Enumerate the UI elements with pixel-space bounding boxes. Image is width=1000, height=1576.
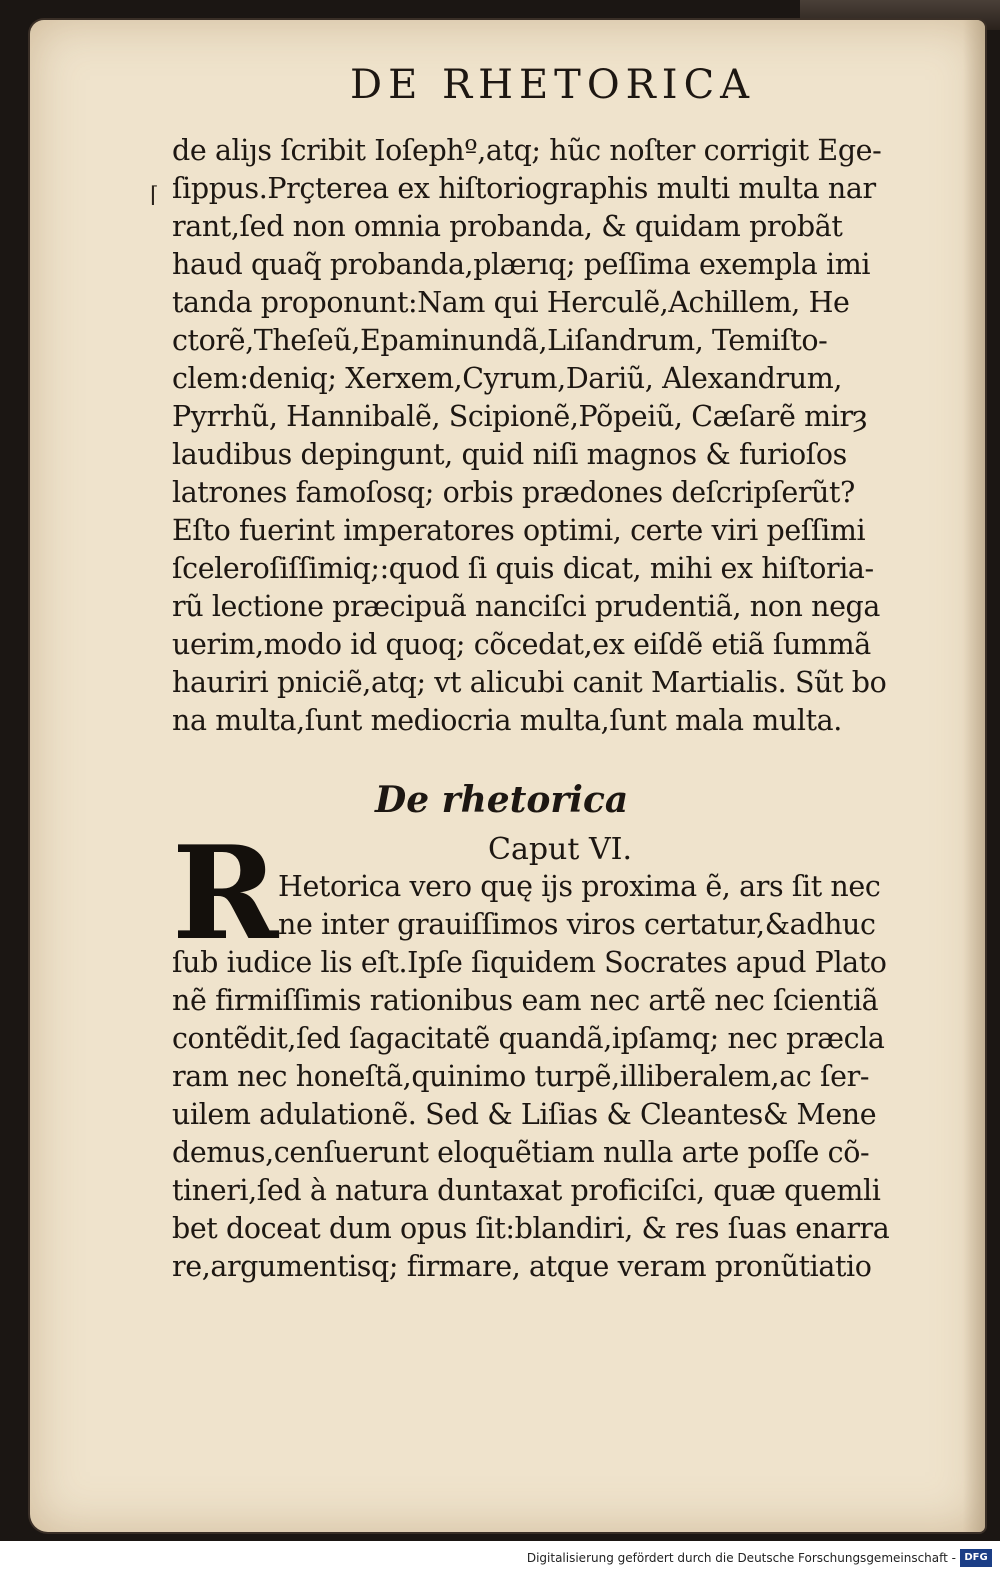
text-line: laudibus depingunt, quid niſi magnos & furioſos	[172, 438, 847, 471]
drop-cap: R	[172, 819, 279, 969]
text-line: re,argumentisq; firmare, atque veram pronũtiatio	[172, 1250, 872, 1283]
section-heading: De rhetorica	[375, 779, 629, 821]
text-line: ſceleroſiſſimiq;:quod ſi quis dicat, mihi ex hiſtoria-	[172, 552, 874, 585]
marginal-mark: ⌈	[150, 183, 159, 208]
text-line: ſippus.Prçterea ex hiſtoriographis multi multa nar	[172, 172, 876, 205]
funding-credit: Digitalisierung gefördert durch die Deutsche Forschungsgemeinschaft -	[526, 1551, 956, 1565]
text-line: uerim,modo id quoq; cõcedat,ex eiſdẽ etiã ſummã	[172, 628, 871, 661]
text-line: nẽ firmiſſimis rationibus eam nec artẽ nec ſcientiã	[172, 984, 879, 1017]
text-line: demus,cenſuerunt eloquẽtiam nulla arte poſſe cõ-	[172, 1136, 870, 1169]
paragraph-2	[172, 944, 942, 1286]
text-line: hauriri pniciẽ,atq; vt alicubi canit Martialis. Sũt bo	[172, 666, 887, 699]
text-line: ctorẽ,Theſeũ,Epaminundã,Liſandrum, Temiſto-	[172, 324, 828, 357]
text-line: Hetorica vero quę ijs proxima ẽ, ars ſit nec	[278, 870, 881, 903]
dfg-logo[interactable]: DFG	[960, 1549, 992, 1567]
paragraph-2-indented	[278, 868, 938, 944]
text-line: clem:deniq; Xerxem,Cyrum,Dariũ, Alexandrum,	[172, 362, 842, 395]
text-line: ſub iudice lis eſt.Ipſe ſiquidem Socrates apud Plato	[172, 946, 887, 979]
footer-bar	[0, 1541, 1000, 1576]
text-line: Eſto fuerint imperatores optimi, certe viri peſſimi	[172, 514, 866, 547]
page-edge-shadow	[963, 20, 985, 1532]
text-line: tineri,ſed à natura duntaxat proficiſci, quæ quemli	[172, 1174, 881, 1207]
text-line: Pyrrhũ, Hannibalẽ, Scipionẽ,Põpeiũ, Cæſarẽ mirȝ	[172, 400, 868, 433]
running-head: DE RHETORICA	[350, 62, 756, 108]
chapter-label: Caput VI.	[488, 832, 633, 867]
text-line: latrones famoſosq; orbis prædones deſcripſerũt?	[172, 476, 855, 509]
paragraph-1	[172, 132, 942, 740]
text-line: tanda proponunt:Nam qui Herculẽ,Achillem, He	[172, 286, 850, 319]
text-line: rũ lectione præcipuã nanciſci prudentiã, non nega	[172, 590, 880, 623]
text-line: contẽdit,ſed ſagacitatẽ quandã,ipſamq; nec præcla	[172, 1022, 885, 1055]
text-line: ne inter grauiſſimos viros certatur,&adhuc	[278, 908, 876, 941]
text-line: de aliȷs ſcribit Ioſephº,atq; hũc noſter corrigit Ege-	[172, 134, 882, 167]
text-line: bet doceat dum opus ſit:blandiri, & res ſuas enarra	[172, 1212, 890, 1245]
text-line: na multa,ſunt mediocria multa,ſunt mala multa.	[172, 704, 842, 737]
text-line: uilem adulationẽ. Sed & Liſias & Cleantes& Mene	[172, 1098, 877, 1131]
text-line: haud quaq̃ probanda,plærıq; peſſima exempla imi	[172, 248, 871, 281]
text-line: rant,ſed non omnia probanda, & quidam probãt	[172, 210, 843, 243]
text-line: ram nec honeſtã,quinimo turpẽ,illiberalem,ac ſer-	[172, 1060, 870, 1093]
